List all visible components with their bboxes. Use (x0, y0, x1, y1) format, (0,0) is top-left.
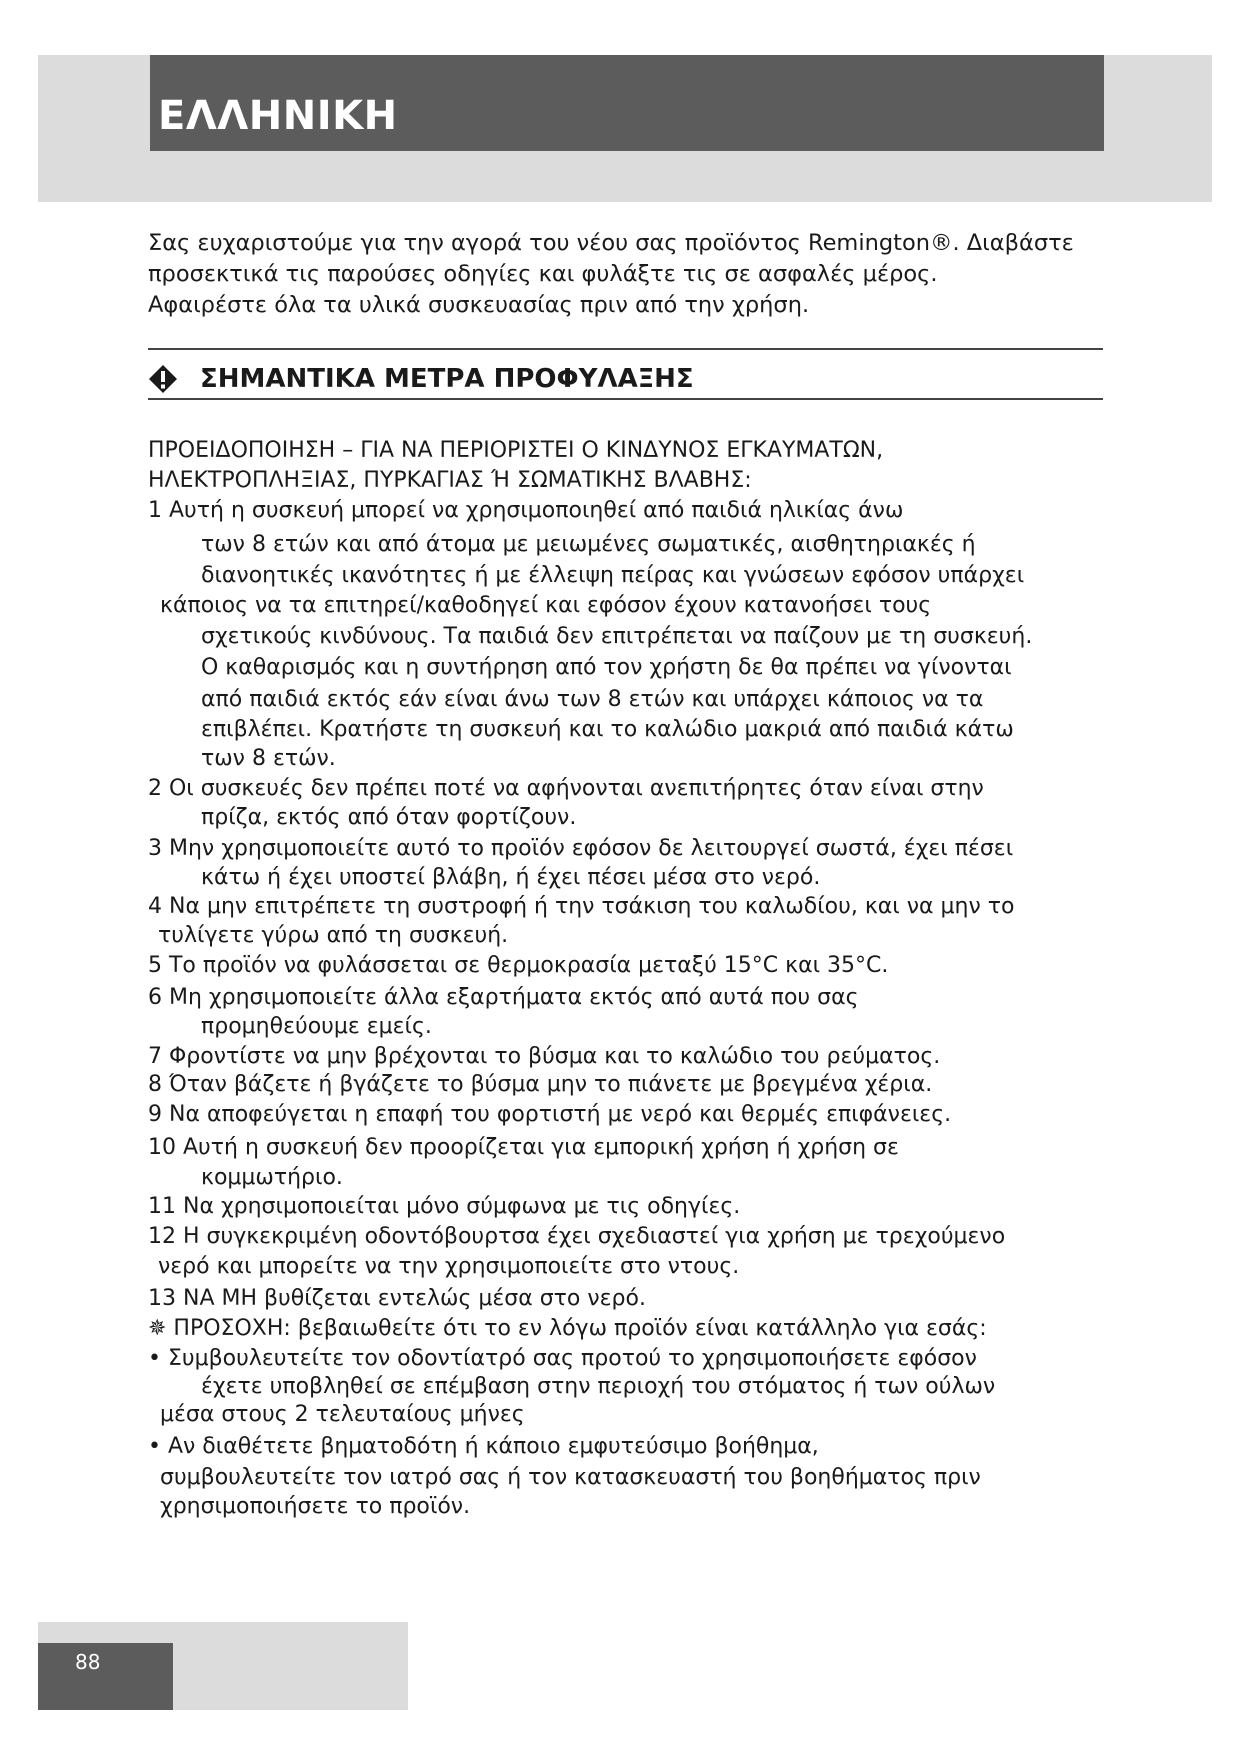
warning-diamond-icon (148, 364, 178, 394)
list-item-continuation: των 8 ετών. (201, 746, 336, 771)
bullet-item-continuation: μέσα στους 2 τελευταίους μήνες (160, 1402, 525, 1427)
list-item: 10 Αυτή η συσκευή δεν προορίζεται για εμπορική χρήση ή χρήση σε (148, 1135, 899, 1160)
bullet-item: • Συμβουλευτείτε τον οδοντίατρό σας προτού το χρησιμοποιήσετε εφόσον (148, 1346, 977, 1371)
caution-line: ✵ ΠΡΟΣΟΧΗ: βεβαιωθείτε ότι το εν λόγω προϊόν είναι κατάλληλο για εσάς: (148, 1316, 987, 1341)
list-item-continuation: τυλίγετε γύρω από τη συσκευή. (158, 923, 509, 948)
section-heading (148, 360, 694, 398)
list-item-continuation: κομμωτήριο. (201, 1165, 343, 1190)
list-item-continuation: διανοητικές ικανότητες ή με έλλειψη πείρας και γνώσεων εφόσον υπάρχει (201, 563, 1025, 588)
intro-line: Αφαιρέστε όλα τα υλικά συσκευασίας πριν από την χρήση. (148, 292, 810, 318)
list-item-continuation: κάποιος να τα επιτηρεί/καθοδηγεί και εφόσον έχουν κατανοήσει τους (160, 593, 932, 618)
bullet-item: • Αν διαθέτετε βηματοδότη ή κάποιο εμφυτεύσιμο βοήθημα, (148, 1434, 819, 1459)
list-item-continuation: από παιδιά εκτός εάν είναι άνω των 8 ετών και υπάρχει κάποιος να τα (201, 687, 984, 712)
list-item-continuation: σχετικούς κινδύνους. Τα παιδιά δεν επιτρέπεται να παίζουν με τη συσκευή. (201, 624, 1033, 649)
list-item: 11 Να χρησιμοποιείται μόνο σύμφωνα με τις οδηγίες. (148, 1194, 741, 1219)
bullet-item-continuation: συμβουλευτείτε τον ιατρό σας ή τον κατασκευαστή του βοηθήματος πριν (160, 1465, 981, 1490)
list-item: 1 Αυτή η συσκευή μπορεί να χρησιμοποιηθεί από παιδιά ηλικίας άνω (148, 498, 904, 523)
bullet-item-continuation: χρησιμοποιήσετε το προϊόν. (160, 1494, 471, 1519)
list-item: 4 Να μην επιτρέπετε τη συστροφή ή την τσάκιση του καλωδίου, και να μην το (148, 894, 1015, 919)
list-item-continuation: Ο καθαρισμός και η συντήρηση από τον χρήστη δε θα πρέπει να γίνονται (201, 655, 1012, 680)
warning-line: ΠΡΟΕΙΔΟΠΟΙΗΣΗ – ΓΙΑ ΝΑ ΠΕΡΙΟΡΙΣΤΕΙ Ο ΚΙΝΔΥΝΟΣ ΕΓΚΑΥΜΑΤΩΝ, (148, 438, 884, 463)
list-item: 9 Να αποφεύγεται η επαφή του φορτιστή με νερό και θερμές επιφάνειες. (148, 1102, 952, 1127)
section-rule-top (148, 348, 1103, 350)
intro-line: Σας ευχαριστούμε για την αγορά του νέου σας προϊόντος Remington®. Διαβάστε (148, 230, 1074, 256)
list-item: 8 Όταν βάζετε ή βγάζετε το βύσμα μην το πιάνετε με βρεγμένα χέρια. (148, 1072, 933, 1097)
section-title: ΣΗΜΑΝΤΙΚΑ ΜΕΤΡΑ ΠΡΟΦΥΛΑΞΗΣ (200, 364, 694, 394)
list-item-continuation: κάτω ή έχει υποστεί βλάβη, ή έχει πέσει μέσα στο νερό. (201, 865, 821, 890)
list-item: 7 Φροντίστε να μην βρέχονται το βύσμα και το καλώδιο του ρεύματος. (148, 1044, 941, 1069)
section-rule-bottom (148, 398, 1103, 400)
intro-line: προσεκτικά τις παρούσες οδηγίες και φυλάξτε τις σε ασφαλές μέρος. (148, 261, 938, 287)
page-title: ΕΛΛΗΝΙΚΗ (158, 93, 398, 139)
list-item: 5 Το προϊόν να φυλάσσεται σε θερμοκρασία μεταξύ 15°C και 35°C. (148, 953, 889, 978)
page-number-box (38, 1643, 173, 1710)
list-item: 2 Οι συσκευές δεν πρέπει ποτέ να αφήνονται ανεπιτήρητες όταν είναι στην (148, 776, 984, 801)
list-item: 3 Μην χρησιμοποιείτε αυτό το προϊόν εφόσον δε λειτουργεί σωστά, έχει πέσει (148, 836, 1014, 861)
list-item-continuation: των 8 ετών και από άτομα με μειωμένες σωματικές, αισθητηριακές ή (201, 532, 976, 557)
list-item-continuation: προμηθεύουμε εμείς. (201, 1014, 432, 1039)
list-item: 13 ΝΑ ΜΗ βυθίζεται εντελώς μέσα στο νερό. (148, 1286, 646, 1311)
list-item: 6 Μη χρησιμοποιείτε άλλα εξαρτήματα εκτός από αυτά που σας (148, 985, 859, 1010)
page-number: 88 (75, 1650, 101, 1674)
warning-line: ΗΛΕΚΤΡΟΠΛΗΞΙΑΣ, ΠΥΡΚΑΓΙΑΣ Ή ΣΩΜΑΤΙΚΗΣ ΒΛΑΒΗΣ: (148, 468, 752, 493)
list-item-continuation: επιβλέπει. Κρατήστε τη συσκευή και το καλώδιο μακριά από παιδιά κάτω (201, 717, 1014, 742)
list-item-continuation: νερό και μπορείτε να την χρησιμοποιείτε στο ντους. (158, 1254, 740, 1279)
intro-paragraph (148, 228, 1098, 321)
list-item: 12 Η συγκεκριμένη οδοντόβουρτσα έχει σχεδιαστεί για χρήση με τρεχούμενο (148, 1224, 1006, 1249)
bullet-item-continuation: έχετε υποβληθεί σε επέμβαση στην περιοχή του στόματος ή των ούλων (201, 1374, 996, 1399)
list-item-continuation: πρίζα, εκτός από όταν φορτίζουν. (201, 805, 577, 830)
